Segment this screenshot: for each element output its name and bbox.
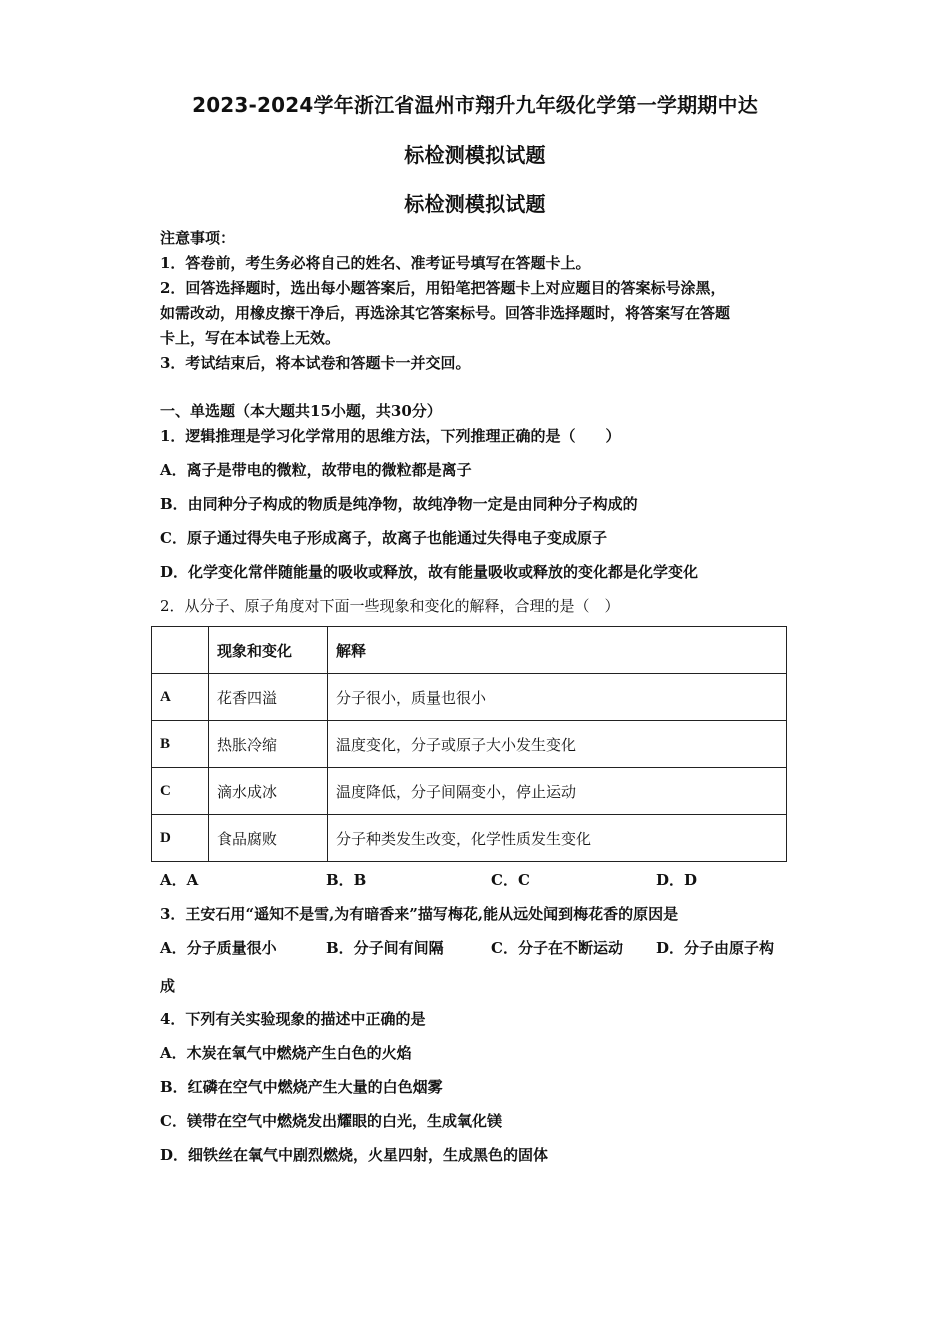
- notice-item-1: 1．答卷前，考生务必将自己的姓名、准考证号填写在答题卡上。: [160, 254, 591, 272]
- table-row: [152, 768, 787, 815]
- table-cell: 温度降低，分子间隔变小，停止运动: [328, 768, 787, 815]
- table-row: [152, 721, 787, 768]
- q3-option-b: B．分子间有间隔: [326, 939, 444, 957]
- q1-option-b: B．由同种分子构成的物质是纯净物，故纯净物一定是由同种分子构成的: [160, 495, 638, 513]
- q3-stem: 3．王安石用“遥知不是雪,为有暗香来”描写梅花,能从远处闻到梅花香的原因是: [160, 905, 679, 923]
- q1-stem: 1．逻辑推理是学习化学常用的思维方法，下列推理正确的是（ ）: [160, 427, 621, 445]
- q1-option-d: D．化学变化常伴随能量的吸收或释放，故有能量吸收或释放的变化都是化学变化: [160, 563, 699, 581]
- notice-heading: 注意事项：: [160, 229, 236, 247]
- table-header-cell: 现象和变化: [209, 627, 328, 674]
- table-row: [152, 815, 787, 862]
- table-cell: 滴水成冰: [209, 768, 328, 815]
- q2-option-a: A．A: [160, 871, 199, 889]
- exam-title-line3: 标检测模拟试题: [404, 192, 546, 216]
- q3-option-d: D．分子由原子构: [656, 939, 775, 957]
- table-cell: C: [152, 768, 209, 815]
- notice-item-3: 3．考试结束后，将本试卷和答题卡一并交回。: [160, 354, 471, 372]
- table-cell: B: [152, 721, 209, 768]
- table-cell: 分子种类发生改变，化学性质发生变化: [328, 815, 787, 862]
- table-cell: 热胀冷缩: [209, 721, 328, 768]
- q2-option-b: B．B: [326, 871, 367, 889]
- table-cell: A: [152, 674, 209, 721]
- q3-option-a: A．分子质量很小: [160, 939, 277, 957]
- table-cell: 食品腐败: [209, 815, 328, 862]
- q1-option-c: C．原子通过得失电子形成离子，故离子也能通过失得电子变成原子: [160, 529, 607, 547]
- section-1-heading: 一、单选题（本大题共15小题，共30分）: [160, 402, 442, 420]
- notice-item-2-line-2: 如需改动，用橡皮擦干净后，再选涂其它答案标号。回答非选择题时，将答案写在答题: [160, 304, 731, 322]
- notice-item-2-line-3: 卡上，写在本试卷上无效。: [160, 329, 341, 347]
- q2-table: [151, 626, 787, 862]
- q3-option-d-continued: 成: [160, 977, 176, 995]
- table-row: [152, 674, 787, 721]
- q2-option-c: C．C: [491, 871, 530, 889]
- table-cell: 花香四溢: [209, 674, 328, 721]
- q4-stem: 4．下列有关实验现象的描述中正确的是: [160, 1010, 426, 1028]
- table-cell: D: [152, 815, 209, 862]
- table-header-row: [152, 627, 787, 674]
- exam-title-line2: 标检测模拟试题: [404, 143, 546, 167]
- q3-option-c: C．分子在不断运动: [491, 939, 623, 957]
- q2-option-d: D．D: [656, 871, 698, 889]
- q4-option-d: D．细铁丝在氧气中剧烈燃烧，火星四射，生成黑色的固体: [160, 1146, 549, 1164]
- table-cell: 分子很小，质量也很小: [328, 674, 787, 721]
- exam-title-line1: 2023-2024学年浙江省温州市翔升九年级化学第一学期期中达: [192, 93, 758, 117]
- table-cell: 温度变化，分子或原子大小发生变化: [328, 721, 787, 768]
- q4-option-c: C．镁带在空气中燃烧发出耀眼的白光，生成氧化镁: [160, 1112, 502, 1130]
- q1-option-a: A．离子是带电的微粒，故带电的微粒都是离子: [160, 461, 472, 479]
- table-header-cell: [152, 627, 209, 674]
- q4-option-b: B．红磷在空气中燃烧产生大量的白色烟雾: [160, 1078, 443, 1096]
- table-header-cell: 解释: [328, 627, 787, 674]
- q4-option-a: A．木炭在氧气中燃烧产生白色的火焰: [160, 1044, 412, 1062]
- q2-stem: 2．从分子、原子角度对下面一些现象和变化的解释，合理的是（ ）: [160, 597, 620, 615]
- notice-item-2-line-1: 2．回答选择题时，选出每小题答案后，用铅笔把答题卡上对应题目的答案标号涂黑，: [160, 279, 726, 297]
